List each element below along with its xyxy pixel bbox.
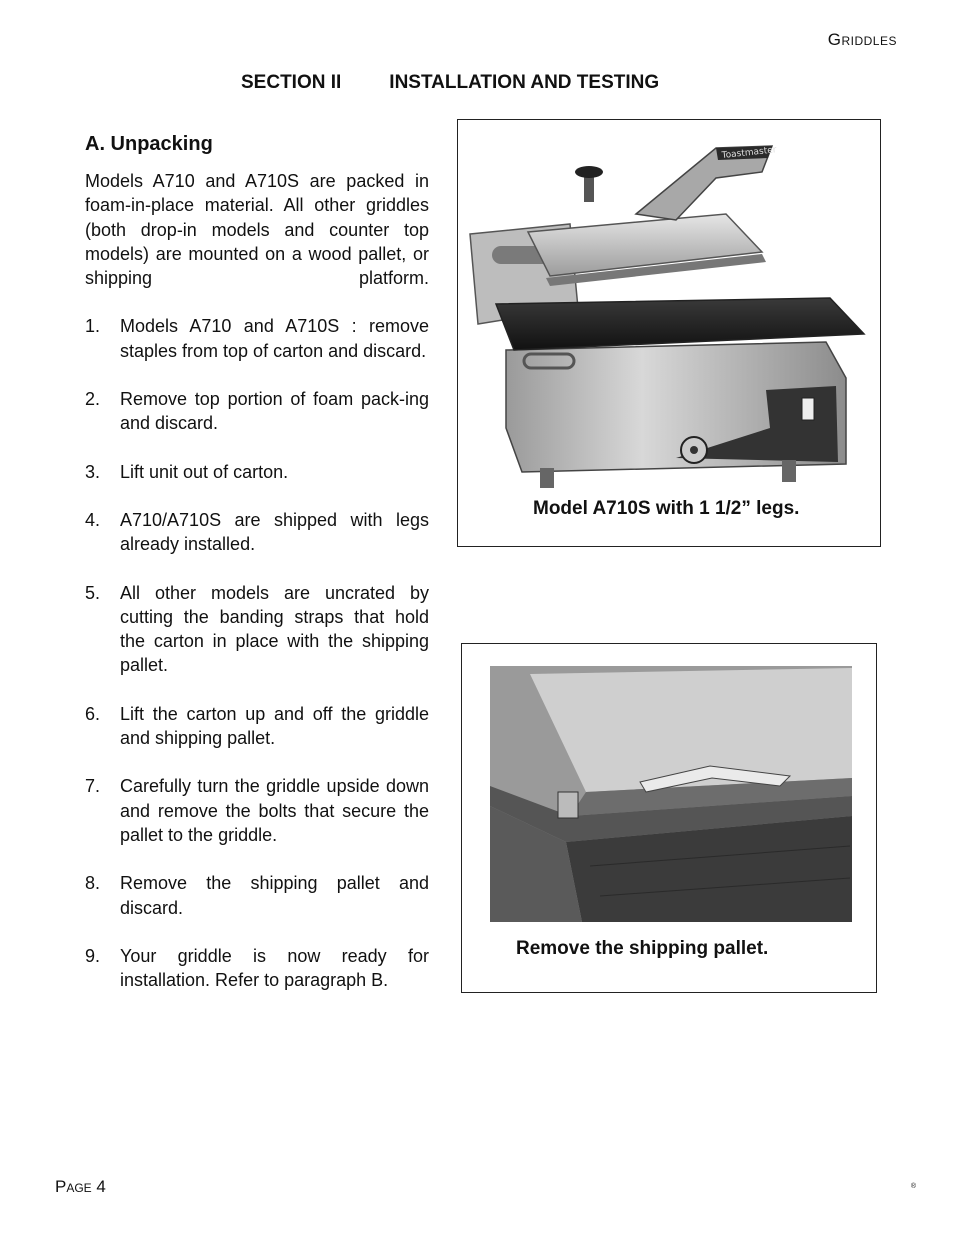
registered-mark: ®	[910, 1183, 916, 1190]
step-number: 1.	[85, 316, 101, 337]
figure-pallet	[461, 643, 877, 993]
running-head: Griddles	[827, 30, 897, 49]
page-number: Page 4	[55, 1177, 106, 1196]
list-item	[85, 581, 429, 678]
list-item	[85, 702, 429, 751]
list-item	[85, 508, 429, 557]
step-number: 9.	[85, 945, 101, 966]
unpacking-column	[85, 131, 429, 1016]
step-number: 6.	[85, 703, 101, 724]
section-name: INSTALLATION AND TESTING	[389, 72, 660, 93]
figure-griddle	[457, 119, 881, 547]
list-item	[85, 944, 429, 993]
step-number: 2.	[85, 389, 101, 410]
unpacking-intro: Models A710 and A710S are packed in foam-in-place material. All other griddles (both drop-in models and counter top models) are mounted on a wood pallet, or shipping platform.	[85, 171, 429, 289]
unpacking-steps	[85, 314, 429, 992]
step-number: 7.	[85, 776, 101, 797]
brand-label: Toastmaster	[721, 145, 777, 161]
step-text: A710/A710S are shipped with legs already installed.	[120, 509, 429, 555]
step-number: 4.	[85, 509, 101, 530]
unpacking-heading: A. Unpacking	[85, 133, 213, 155]
step-text: Remove top portion of foam pack-ing and discard.	[120, 389, 429, 434]
step-number: 3.	[85, 461, 101, 482]
step-text: All other models are uncrated by cutting the banding straps that hold the carton in place with the shipping pallet.	[120, 582, 429, 676]
step-text: Carefully turn the griddle upside down and remove the bolts that secure the pallet to the griddle.	[120, 776, 429, 845]
list-item	[85, 774, 429, 847]
griddle-photo-icon	[466, 128, 872, 490]
list-item	[85, 871, 429, 920]
list-item	[85, 387, 429, 436]
step-text: Models A710 and A710S : remove staples from top of carton and discard.	[120, 316, 429, 361]
step-number: 8.	[85, 873, 101, 894]
pallet-photo-icon	[490, 666, 852, 922]
list-item	[85, 314, 429, 363]
figure-caption: Remove the shipping pallet.	[516, 938, 769, 959]
step-number: 5.	[85, 582, 101, 603]
step-text: Lift unit out of carton.	[120, 461, 289, 482]
step-text: Remove the shipping pallet and discard.	[120, 873, 429, 918]
list-item	[85, 460, 429, 484]
step-text: Your griddle is now ready for installation. Refer to paragraph B.	[120, 945, 429, 991]
figure-caption: Model A710S with 1 1/2” legs.	[533, 498, 800, 519]
section-title	[241, 72, 659, 94]
section-number: SECTION II	[241, 72, 342, 93]
step-text: Lift the carton up and off the griddle and shipping pallet.	[120, 703, 429, 749]
